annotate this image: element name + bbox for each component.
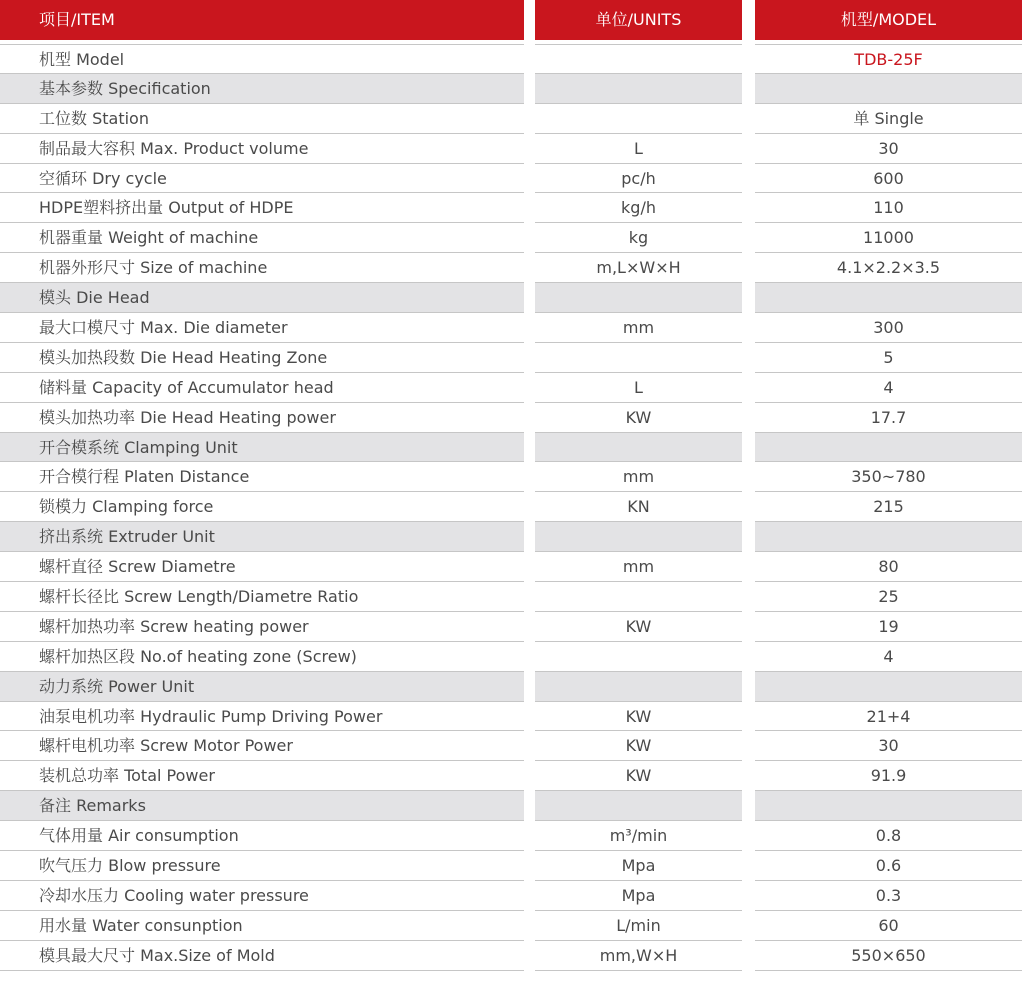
- item-label: 用水量 Water consunption: [0, 911, 524, 941]
- table-row: [0, 104, 1024, 134]
- table-row: [0, 253, 1024, 283]
- table-row: [0, 403, 1024, 433]
- header-units: 单位/UNITS: [535, 0, 742, 40]
- unit-cell: L/min: [535, 911, 742, 941]
- item-label: 油泵电机功率 Hydraulic Pump Driving Power: [0, 702, 524, 732]
- model-name: TDB-25F: [755, 44, 1022, 74]
- unit-cell: L: [535, 373, 742, 403]
- table-row: [0, 731, 1024, 761]
- table-row: [0, 44, 1024, 74]
- unit-cell: m,L×W×H: [535, 253, 742, 283]
- unit-cell: KW: [535, 731, 742, 761]
- unit-cell: [535, 433, 742, 463]
- unit-cell: [535, 672, 742, 702]
- section-title: 备注 Remarks: [0, 791, 524, 821]
- unit-cell: mm: [535, 462, 742, 492]
- table-row: [0, 552, 1024, 582]
- value-cell: 19: [755, 612, 1022, 642]
- table-row: [0, 642, 1024, 672]
- unit-cell: Mpa: [535, 851, 742, 881]
- item-label: 模头加热功率 Die Head Heating power: [0, 403, 524, 433]
- value-cell: 110: [755, 193, 1022, 223]
- value-cell: 600: [755, 164, 1022, 194]
- unit-cell: KW: [535, 702, 742, 732]
- header-item: 项目/ITEM: [0, 0, 524, 40]
- item-label: 最大口模尺寸 Max. Die diameter: [0, 313, 524, 343]
- value-cell: [755, 672, 1022, 702]
- item-label: 螺杆直径 Screw Diametre: [0, 552, 524, 582]
- table-row: [0, 164, 1024, 194]
- value-cell: 215: [755, 492, 1022, 522]
- value-cell: 4.1×2.2×3.5: [755, 253, 1022, 283]
- section-row: [0, 672, 1024, 702]
- item-label: 模头加热段数 Die Head Heating Zone: [0, 343, 524, 373]
- spec-table-body: [0, 44, 1024, 971]
- item-label: 锁模力 Clamping force: [0, 492, 524, 522]
- value-cell: [755, 74, 1022, 104]
- table-row: [0, 582, 1024, 612]
- item-label: 开合模行程 Platen Distance: [0, 462, 524, 492]
- item-label: 机器重量 Weight of machine: [0, 223, 524, 253]
- table-row: [0, 313, 1024, 343]
- value-cell: 300: [755, 313, 1022, 343]
- unit-cell: KW: [535, 612, 742, 642]
- unit-cell: KN: [535, 492, 742, 522]
- unit-cell: [535, 343, 742, 373]
- table-row: [0, 941, 1024, 971]
- item-label: 机型 Model: [0, 44, 524, 74]
- value-cell: 4: [755, 642, 1022, 672]
- section-title: 基本参数 Specification: [0, 74, 524, 104]
- value-cell: [755, 283, 1022, 313]
- value-cell: 5: [755, 343, 1022, 373]
- item-label: 制品最大容积 Max. Product volume: [0, 134, 524, 164]
- value-cell: 30: [755, 731, 1022, 761]
- unit-cell: [535, 283, 742, 313]
- table-row: [0, 492, 1024, 522]
- unit-cell: [535, 74, 742, 104]
- value-cell: 17.7: [755, 403, 1022, 433]
- unit-cell: pc/h: [535, 164, 742, 194]
- table-row: [0, 373, 1024, 403]
- table-row: [0, 821, 1024, 851]
- value-cell: [755, 522, 1022, 552]
- value-cell: [755, 433, 1022, 463]
- section-row: [0, 433, 1024, 463]
- value-cell: 350~780: [755, 462, 1022, 492]
- section-title: 动力系统 Power Unit: [0, 672, 524, 702]
- item-label: 螺杆电机功率 Screw Motor Power: [0, 731, 524, 761]
- unit-cell: [535, 582, 742, 612]
- item-label: 工位数 Station: [0, 104, 524, 134]
- value-cell: 30: [755, 134, 1022, 164]
- item-label: 吹气压力 Blow pressure: [0, 851, 524, 881]
- unit-cell: kg: [535, 223, 742, 253]
- unit-cell: [535, 104, 742, 134]
- value-cell: 25: [755, 582, 1022, 612]
- item-label: 储料量 Capacity of Accumulator head: [0, 373, 524, 403]
- table-row: [0, 462, 1024, 492]
- table-row: [0, 761, 1024, 791]
- value-cell: 0.3: [755, 881, 1022, 911]
- item-label: 装机总功率 Total Power: [0, 761, 524, 791]
- value-cell: 91.9: [755, 761, 1022, 791]
- section-row: [0, 283, 1024, 313]
- unit-cell: kg/h: [535, 193, 742, 223]
- table-row: [0, 881, 1024, 911]
- unit-cell: KW: [535, 403, 742, 433]
- item-label: 空循环 Dry cycle: [0, 164, 524, 194]
- item-label: HDPE塑料挤出量 Output of HDPE: [0, 193, 524, 223]
- value-cell: 11000: [755, 223, 1022, 253]
- section-title: 开合模系统 Clamping Unit: [0, 433, 524, 463]
- value-cell: 60: [755, 911, 1022, 941]
- unit-cell: Mpa: [535, 881, 742, 911]
- item-label: 螺杆加热功率 Screw heating power: [0, 612, 524, 642]
- section-row: [0, 791, 1024, 821]
- table-row: [0, 193, 1024, 223]
- unit-cell: KW: [535, 761, 742, 791]
- header-model: 机型/MODEL: [755, 0, 1022, 40]
- item-label: 螺杆长径比 Screw Length/Diametre Ratio: [0, 582, 524, 612]
- table-header: [0, 0, 1024, 40]
- value-cell: 0.8: [755, 821, 1022, 851]
- table-row: [0, 612, 1024, 642]
- item-label: 模具最大尺寸 Max.Size of Mold: [0, 941, 524, 971]
- value-cell: [755, 791, 1022, 821]
- table-row: [0, 223, 1024, 253]
- value-cell: 550×650: [755, 941, 1022, 971]
- section-title: 模头 Die Head: [0, 283, 524, 313]
- unit-cell: [535, 791, 742, 821]
- table-row: [0, 851, 1024, 881]
- value-cell: 21+4: [755, 702, 1022, 732]
- value-cell: 0.6: [755, 851, 1022, 881]
- section-row: [0, 74, 1024, 104]
- value-cell: 4: [755, 373, 1022, 403]
- unit-cell: m³/min: [535, 821, 742, 851]
- unit-cell: [535, 44, 742, 74]
- table-row: [0, 134, 1024, 164]
- unit-cell: [535, 642, 742, 672]
- unit-cell: L: [535, 134, 742, 164]
- table-row: [0, 702, 1024, 732]
- unit-cell: mm: [535, 552, 742, 582]
- item-label: 螺杆加热区段 No.of heating zone (Screw): [0, 642, 524, 672]
- value-cell: 单 Single: [755, 104, 1022, 134]
- section-title: 挤出系统 Extruder Unit: [0, 522, 524, 552]
- section-row: [0, 522, 1024, 552]
- value-cell: 80: [755, 552, 1022, 582]
- table-row: [0, 343, 1024, 373]
- table-row: [0, 911, 1024, 941]
- unit-cell: [535, 522, 742, 552]
- item-label: 气体用量 Air consumption: [0, 821, 524, 851]
- unit-cell: mm,W×H: [535, 941, 742, 971]
- item-label: 机器外形尺寸 Size of machine: [0, 253, 524, 283]
- unit-cell: mm: [535, 313, 742, 343]
- item-label: 冷却水压力 Cooling water pressure: [0, 881, 524, 911]
